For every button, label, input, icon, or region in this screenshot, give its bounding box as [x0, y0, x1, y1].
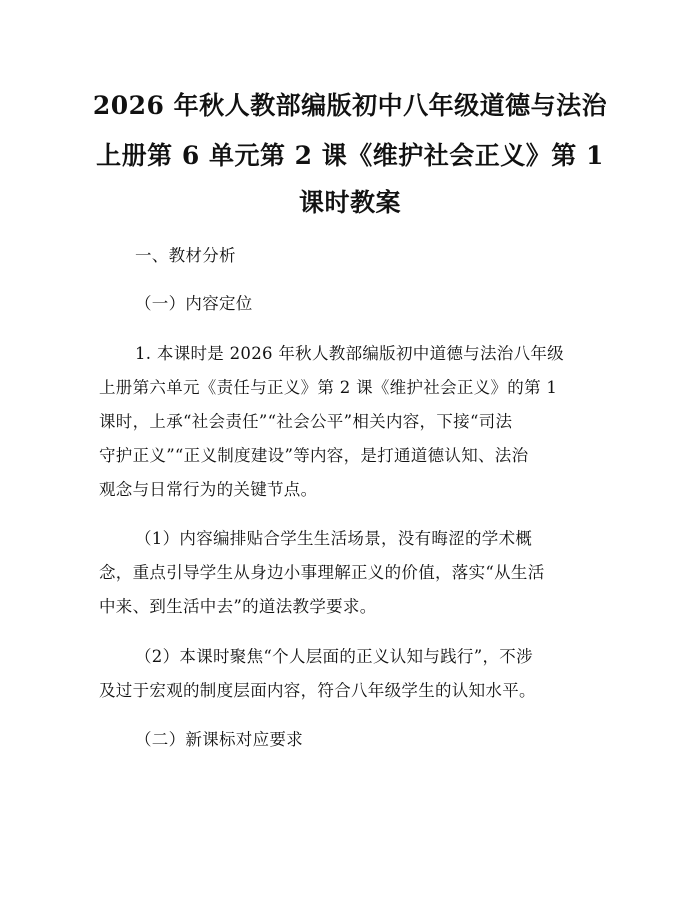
- subsection-heading-curriculum-requirements: （二）新课标对应要求: [135, 730, 303, 749]
- paragraph-3-line-1: （2）本课时聚焦“个人层面的正义认知与践行”，不涉: [135, 647, 533, 666]
- document-title-line-3: 课时教案: [298, 188, 401, 217]
- paragraph-1-line-3: 课时，上承“社会责任”“社会公平”相关内容，下接“司法: [99, 412, 513, 431]
- paragraph-1-line-5: 观念与日常行为的关键节点。: [99, 480, 318, 499]
- section-heading-textbook-analysis: 一、教材分析: [135, 246, 236, 265]
- paragraph-3-line-2: 及过于宏观的制度层面内容，符合八年级学生的认知水平。: [99, 681, 536, 700]
- paragraph-1-line-2: 上册第六单元《责任与正义》第 2 课《维护社会正义》的第 1: [99, 378, 558, 397]
- paragraph-2-line-1: （1）内容编排贴合学生生活场景，没有晦涩的学术概: [135, 529, 533, 548]
- paragraph-1-line-1: 1. 本课时是 2026 年秋人教部编版初中道德与法治八年级: [135, 344, 564, 363]
- paragraph-2-line-2: 念，重点引导学生从身边小事理解正义的价值，落实“从生活: [99, 563, 545, 582]
- document-title-line-2: 上册第 6 单元第 2 课《维护社会正义》第 1: [96, 141, 604, 170]
- document-title-line-1: 2026 年秋人教部编版初中八年级道德与法治: [92, 91, 608, 120]
- paragraph-2-line-3: 中来、到生活中去”的道法教学要求。: [99, 597, 377, 616]
- subsection-heading-content-positioning: （一）内容定位: [135, 294, 253, 313]
- paragraph-1-line-4: 守护正义”“正义制度建设”等内容，是打通道德认知、法治: [99, 446, 529, 465]
